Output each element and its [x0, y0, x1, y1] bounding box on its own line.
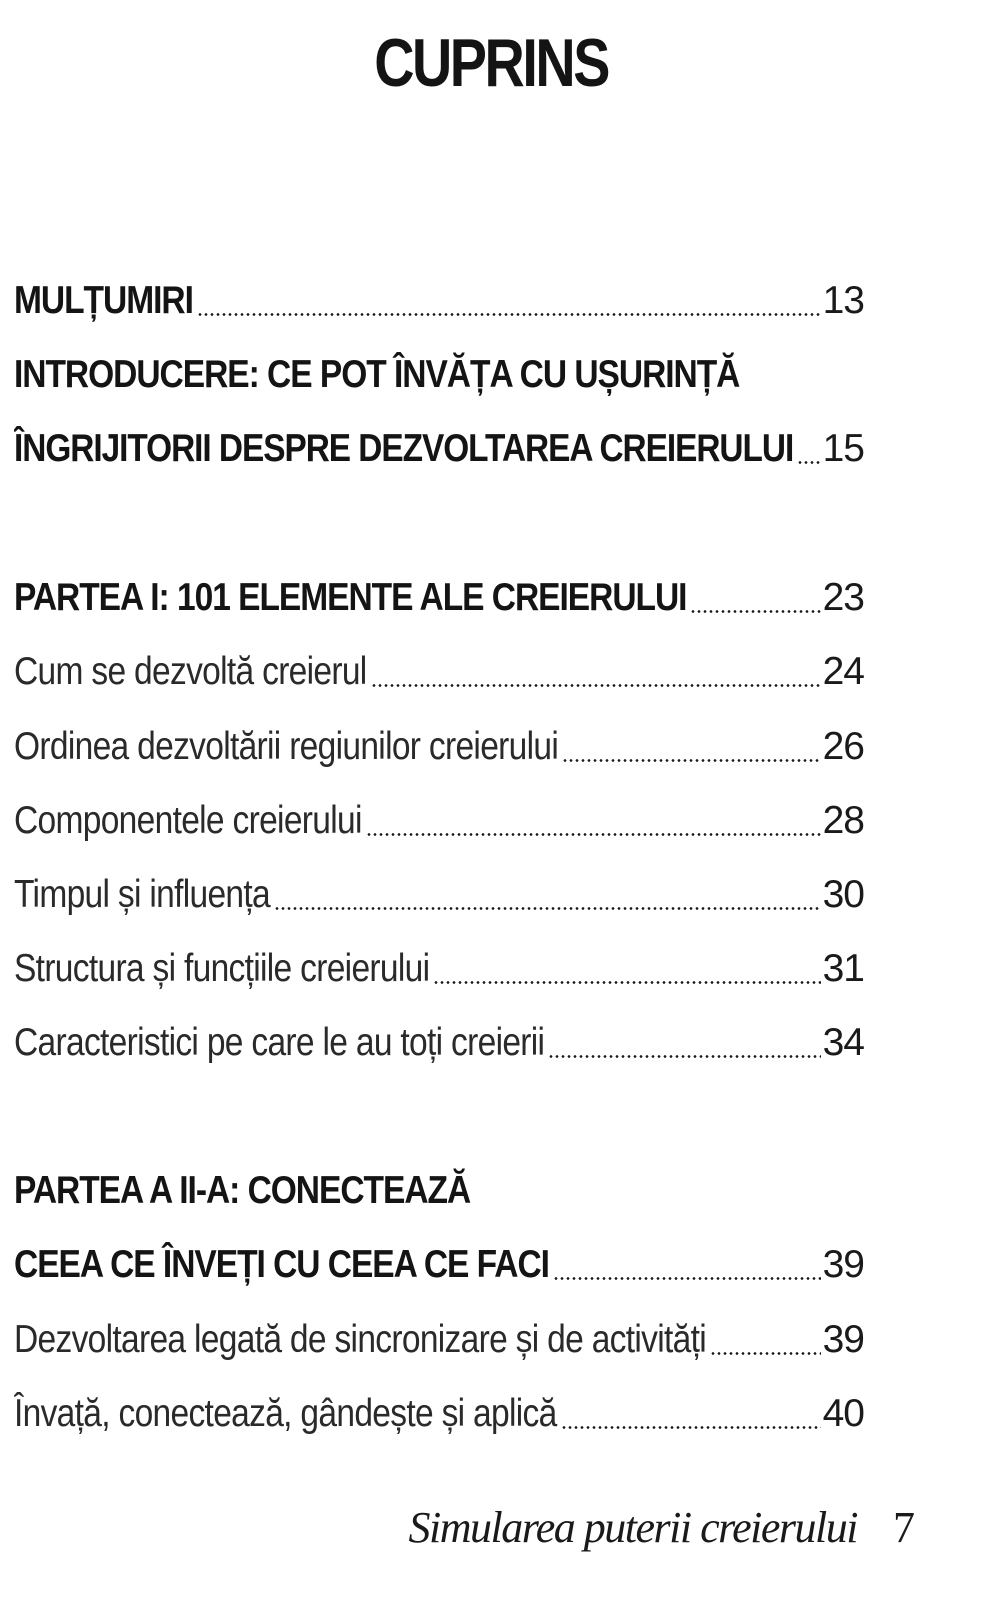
toc-entry-multumiri[interactable] [14, 266, 864, 326]
toc-entry-label: Componentele creierului [14, 799, 362, 842]
toc-entry-label: Dezvoltarea legată de sincronizare și de activități [14, 1318, 706, 1361]
toc-entry-label: Caracteristici pe care le au toți creierii [14, 1021, 545, 1064]
dot-leader [433, 981, 820, 984]
toc-entry-label: PARTEA I: 101 ELEMENTE ALE CREIERULUI [14, 576, 687, 619]
page-title: CUPRINS [374, 25, 608, 101]
dot-leader [366, 833, 821, 836]
toc-entry-label: Timpul și influența [14, 873, 270, 916]
toc-entry-cum-se-dezvolta[interactable] [14, 637, 864, 697]
toc-entry-dezvoltarea-legata[interactable] [14, 1305, 864, 1365]
page-number: 7 [893, 1503, 915, 1552]
toc-entry-page: 34 [822, 1021, 864, 1064]
toc-entry-ordinea[interactable] [14, 712, 864, 772]
toc-entry-partea-1[interactable] [14, 563, 864, 623]
toc-entry-partea-2-line1[interactable] [14, 1156, 864, 1216]
dot-leader [690, 610, 820, 613]
toc-entry-label: Structura și funcțiile creierului [14, 947, 430, 990]
dot-leader [548, 1055, 820, 1058]
toc-entry-label: ÎNGRIJITORII DESPRE DEZVOLTAREA CREIERULUI [14, 427, 794, 470]
dot-leader [371, 684, 821, 687]
toc-entry-introducere-line1[interactable] [14, 340, 864, 400]
toc-entry-label: Cum se dezvoltă creierul [14, 650, 367, 693]
toc-entry-page: 40 [822, 1392, 864, 1435]
toc-entry-page: 15 [822, 427, 864, 470]
toc-entry-page: 26 [822, 725, 864, 768]
toc-entry-componentele[interactable] [14, 786, 864, 846]
toc-entry-page: 28 [822, 799, 864, 842]
toc-entry-page: 31 [822, 947, 864, 990]
dot-leader [561, 1426, 821, 1429]
dot-leader [553, 1277, 821, 1280]
toc-entry-label: CEEA CE ÎNVEȚI CU CEEA CE FACI [14, 1243, 549, 1286]
toc-entry-label: Ordinea dezvoltării regiunilor creierului [14, 725, 559, 768]
toc-entry-partea-2-line2[interactable] [14, 1230, 864, 1290]
toc-entry-page: 39 [822, 1318, 864, 1361]
dot-leader [710, 1352, 821, 1355]
toc-entry-introducere-line2[interactable] [14, 414, 864, 474]
toc-entry-structura[interactable] [14, 934, 864, 994]
toc-entry-caracteristici[interactable] [14, 1008, 864, 1068]
toc-entry-invata[interactable] [14, 1379, 864, 1439]
toc-entry-page: 13 [822, 279, 864, 322]
toc-entry-label: Învață, conectează, gândește și aplică [14, 1392, 557, 1435]
running-footer-title: Simularea puterii creierului [408, 1503, 857, 1552]
toc-entry-page: 30 [822, 873, 864, 916]
dot-leader [197, 313, 821, 316]
toc-entry-label: INTRODUCERE: CE POT ÎNVĂȚA CU UȘURINȚĂ [14, 353, 740, 396]
toc-entry-page: 39 [822, 1243, 864, 1286]
toc-entry-label: MULȚUMIRI [14, 279, 193, 322]
toc-entry-page: 24 [822, 650, 864, 693]
dot-leader [797, 461, 820, 464]
toc-entry-timpul[interactable] [14, 860, 864, 920]
dot-leader [274, 907, 821, 910]
dot-leader [562, 759, 821, 762]
toc-entry-label: PARTEA A II-A: CONECTEAZĂ [14, 1169, 471, 1212]
page-footer [0, 1500, 987, 1560]
toc-entry-page: 23 [822, 576, 864, 619]
